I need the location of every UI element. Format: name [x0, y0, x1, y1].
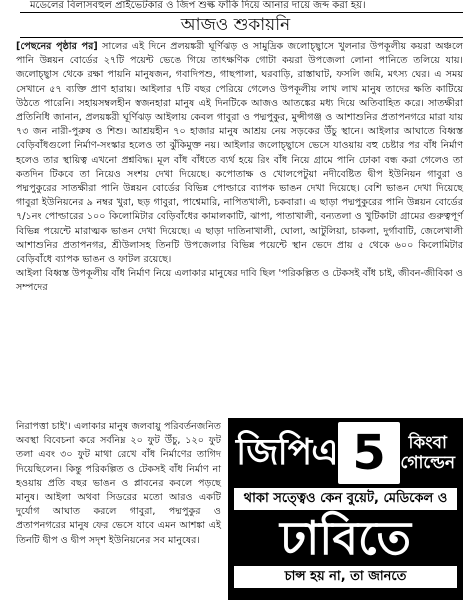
- headline-rule: [20, 37, 463, 38]
- previous-article-fragment: মডেলের বিলাসবহুল প্রাইভেটকার ও জিপ শুল্ক ফাঁকি দিয়ে আনার দায়ে জব্দ করা হয়।: [30, 0, 366, 11]
- ad-gpa-text: জিপিএ: [236, 432, 338, 473]
- ad-golden-text: গোল্ডেন: [400, 453, 455, 473]
- article-column-left: [16, 420, 221, 548]
- article-paragraph: [16, 40, 463, 267]
- ad-golden-group: [400, 433, 455, 473]
- ad-or-text: কিংবা: [408, 433, 447, 453]
- ad-dhabi-text: ঢাবিতে: [279, 511, 412, 565]
- ad-bottom-text: চান্স হয় না, তা জানতে: [234, 566, 457, 588]
- ad-strip-text: থাকা সত্ত্বেও কেন বুয়েট, মেডিকেল ও: [234, 488, 457, 510]
- ad-five-badge: 5: [338, 422, 400, 484]
- article-paragraph: আইলা বিধ্বস্ত উপকূলীয় বাঁধ নির্মাণ নিয়ে এলাকার মানুষের দাবি ছিল 'পরিকল্পিত ও টেকসই বাঁধ চাই, জীবন-জীবিকা ও সম্পদের: [16, 268, 463, 294]
- ad-header: [228, 418, 463, 488]
- coaching-advertisement: [228, 418, 463, 600]
- article-paragraph: নিরাপত্তা চাই'। এলাকার মানুষ জলবায়ু পরিবর্তনজনিত অবস্থা বিবেচনা করে সর্বনিম্ন ২০ ফুট উঁচু, ১২০ ফুট তলা এবং ৩০ ফুট মাথা রেখে বাঁধ নির্মাণের তাগিদ দিয়েছিলেন। কিন্তু পরিকল্পিত ও টেকসই বাঁধ নির্মাণ না হওয়ায় প্রতি বছর ভাঙন ও প্লাবনের কবলে পড়ছে মানুষ। আইলা অথবা সিডরের মতো আরও একটি দুর্যোগ আঘাত করলে গাবুরা, পদ্মপুকুর ও প্রতাপনগরের মানুষ ফের ভেসে যাবে এমন আশঙ্কা এই তিনটি দ্বীপ ও দ্বীপ সদৃশ ইউনিয়নের সব মানুষের।: [16, 421, 221, 546]
- article-body: [16, 40, 463, 296]
- paragraph-text: সালের এই দিনে প্রলয়ঙ্করী ঘূর্ণিঝড় ও সামুদ্রিক জলোচ্ছ্বাসে খুলনার উপকূলীয় কয়রা অঞ্চলে পানি উন্নয়ন বোর্ডের ২৭টি পয়েন্ট ভেঙে গিয়ে তাৎক্ষণিক গোটা কয়রা উপজেলা লোনা পানিতে তলিয়ে যায়। জলোচ্ছ্বাস থেকে রক্ষা পায়নি মানুষজন, গবাদিপশু, গাছপালা, ঘরবাড়ি, রাস্তাঘাট, ফসলি জমি, মৎস্য ঘের। এ সময় সেখানে ৫৭ ব্যক্তি প্রাণ হারায়। আইলার ৭টি বছর পেরিয়ে গেলেও উপকূলীয় লাখ লাখ মানুষ তাদের ক্ষতি কাটিয়ে উঠতে পারেনি। সহায়সম্বলহীন স্বজনহারা মানুষ এই দিনটিকে আজও আতঙ্কের মধ্য দিয়ে অতিবাহিত করে। সাতক্ষীরা প্রতিনিধি জানান, প্রলয়ঙ্করী ঘূর্ণিঝড় আইলায় কেবল গাবুরা ও পদ্মপুকুর, মুন্সীগঞ্জ ও আশাশুনির প্রতাপনগরে মারা যায় ৭৩ জন নারী-পুরুষ ও শিশু। আশ্রয়হীন ৭০ হাজার মানুষ আশ্রয় নেয় সড়কের উঁচু স্থানে। আইলার আঘাতে বিধ্বস্ত বেড়িবাঁধগুলো নির্মাণ-সংস্কার হলেও তা ঝুঁকিমুক্ত নয়। আইলার জলোচ্ছ্বাসে ভেসে যাওয়ায় বহু চেষ্টার পর বাঁধ নির্মাণ হলেও তার স্থায়িত্ব এখনো প্রশ্নবিদ্ধ। মূল বাঁধ বাঁধতে ব্যর্থ হয়ে রিং বাঁধ নিয়ে গ্রামে পানি ঢোকা বন্ধ করা গেলেও তা কতদিন টিকবে তা নিয়েও সংশয় দেখা দিয়েছে। কপোতাক্ষ ও খোলপেটুয়া নদীবেষ্টিত দ্বীপ ইউনিয়ন গাবুরা ও পদ্মপুকুরের সাতক্ষীরা পানি উন্নয়ন বোর্ডের বিভিন্ন পোল্ডারে ব্যাপক ভাঙন দেখা দিয়েছে। বেশি ভাঙন দেখা দিয়েছে গাবুরা ইউনিয়নের ৯ নম্বর খুরা, ছড় গাবুরা, পাশ্বেমারি, নাপিতখালী, চকবারা। এ ছাড়া পদ্মপুকুরের পানি উন্নয়ন বোর্ডের ৭/১নং পোল্ডারের ১০০ কিলোমিটার বেড়িবাঁধের কামালকাটি, ঝাপা, পাতাখালী, বন্যতলা ও খুটিকাটা গ্রামের গুরুত্বপূর্ণ বিভিন্ন পয়েন্টে মারাত্মক ভাঙন দেখা দিয়েছে। এ ছাড়া দাতিনাখালী, ঘোলা, আটুলিয়া, চাকলা, দুর্গাবাটি, জেলেখালী আশাশুনির প্রতাপনগর, শ্রীউলাসহ তিনটি উপজেলার বিভিন্ন পয়েন্টে স্থান ভেদে প্রায় ৫ থেকে ৬০০ কিলোমিটার বেড়িবাঁধে ব্যাপক ভাঙন ও ফাটল রয়েছে।: [16, 41, 464, 266]
- top-rule: [20, 12, 463, 13]
- continued-from-label: [পেছনের পৃষ্ঠার পর]: [16, 41, 98, 52]
- article-headline: আজও শুকায়নি: [180, 15, 291, 35]
